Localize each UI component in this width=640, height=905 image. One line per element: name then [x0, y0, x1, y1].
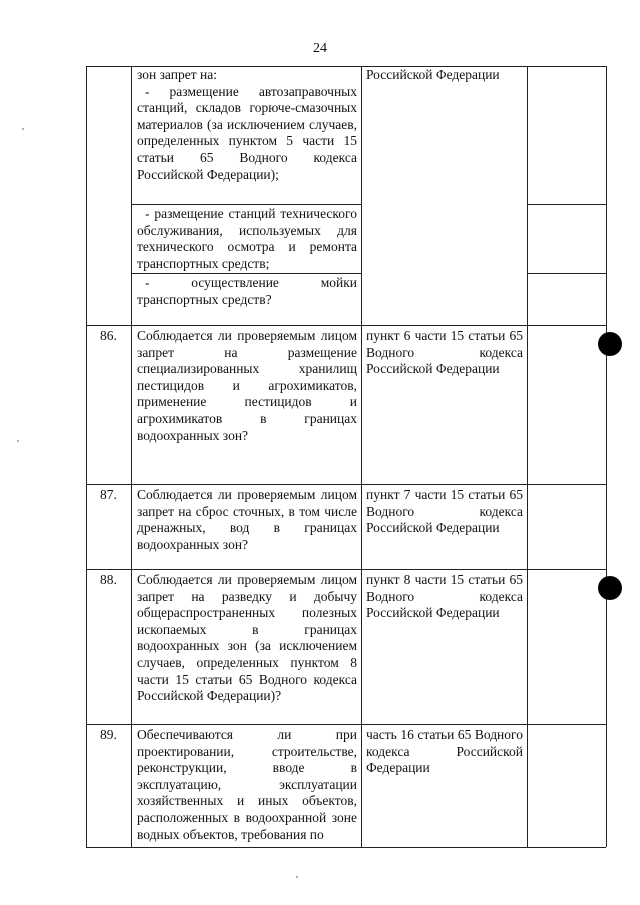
- scan-speck: [17, 440, 19, 442]
- scan-speck: [296, 876, 298, 878]
- question-line: зон запрет на:: [137, 67, 217, 82]
- question-cell: Соблюдается ли проверяемым лицом запрет на размещение специализированных хранилищ пестицидов и агрохимикатов, применение пестицидов и агрохимикатов в границах водоохранных зон?: [137, 328, 357, 443]
- reference-cell: часть 16 статьи 65 Водного кодекса Российской Федерации: [366, 727, 523, 776]
- row-number: 87.: [100, 487, 117, 502]
- question-cell: Обеспечиваются ли при проектировании, строительстве, реконструкции, вводе в эксплуатацию, эксплуатации хозяйственных и иных объектов, расположенных в водоохранной зоне водных объектов, требования по: [137, 727, 357, 842]
- page-number: 24: [313, 41, 327, 56]
- reference-cell: пункт 6 части 15 статьи 65 Водного кодекса Российской Федерации: [366, 328, 523, 377]
- punch-hole-mark: [598, 332, 622, 356]
- question-cell: [137, 206, 357, 273]
- question-line: - осуществление мойки транспортных средств?: [137, 275, 357, 307]
- reference-cell: пункт 8 части 15 статьи 65 Водного кодекса Российской Федерации: [366, 572, 523, 621]
- reference-cell: пункт 7 части 15 статьи 65 Водного кодекса Российской Федерации: [366, 487, 523, 536]
- question-cell: Соблюдается ли проверяемым лицом запрет на сброс сточных, в том числе дренажных, вод в границах водоохранных зон?: [137, 487, 357, 552]
- punch-hole-mark: [598, 576, 622, 600]
- row-number: 86.: [100, 328, 117, 343]
- question-line: - размещение станций технического обслуживания, используемых для технического осмотра и ремонта транспортных средств;: [137, 206, 357, 271]
- question-line: - размещение автозаправочных станций, складов горюче-смазочных материалов (за исключением случаев, определенных пунктом 5 части 15 статьи 65 Водного кодекса Российской Федерации);: [137, 83, 357, 182]
- scan-speck: [22, 128, 24, 130]
- question-cell: [137, 275, 357, 325]
- question-cell: [137, 67, 357, 204]
- row-number: 89.: [100, 727, 117, 742]
- reference-cell: Российской Федерации: [366, 67, 500, 82]
- question-cell: Соблюдается ли проверяемым лицом запрет на разведку и добычу общераспространенных полезных ископаемых в границах водоохранных зон (за исключением случаев, определенных пунктом 8 части 15 статьи 65 Водного кодекса Российской Федерации)?: [137, 572, 357, 704]
- row-number: 88.: [100, 572, 117, 587]
